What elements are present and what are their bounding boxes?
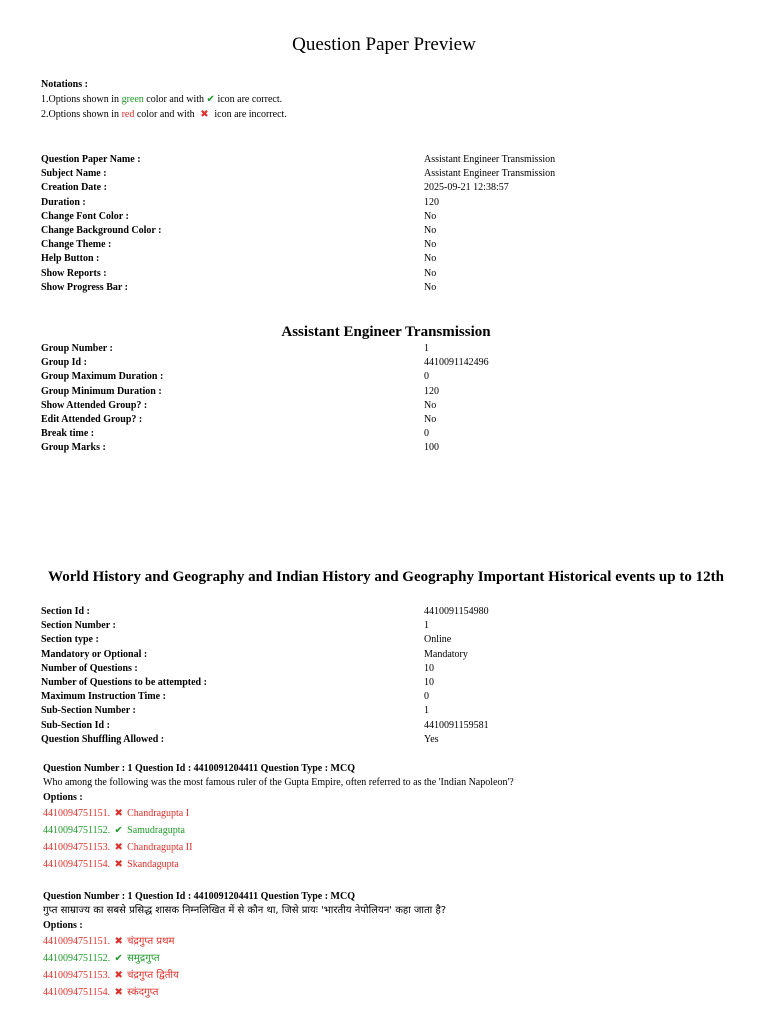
notation-correct-prefix: 1.Options shown in xyxy=(41,94,122,105)
info-key: Change Font Color : xyxy=(41,210,129,222)
option-text: स्कंदगुप्त xyxy=(127,987,159,998)
question-header: Question Number : 1 Question Id : 4410091204411 Question Type : MCQ xyxy=(43,891,355,902)
info-row xyxy=(41,210,731,224)
question-block xyxy=(43,890,733,1001)
info-value: 10 xyxy=(424,662,434,674)
cross-icon: ✖ xyxy=(197,109,212,120)
check-icon: ✔ xyxy=(114,953,123,964)
info-key: Help Button : xyxy=(41,253,100,265)
info-value: 4410091154980 xyxy=(424,606,489,617)
option-text: Chandragupta I xyxy=(127,808,190,819)
info-value: 10 xyxy=(424,677,434,689)
notation-correct xyxy=(41,92,287,107)
info-row xyxy=(41,181,731,195)
info-key: Change Background Color : xyxy=(41,225,162,237)
option-text: Chandragupta II xyxy=(127,842,193,853)
info-row xyxy=(41,441,731,455)
info-value: 0 xyxy=(424,428,429,440)
info-row xyxy=(41,399,731,413)
option-incorrect xyxy=(43,967,733,984)
info-value: No xyxy=(424,225,437,237)
info-value: 1 xyxy=(424,620,429,632)
cross-icon: ✖ xyxy=(114,859,123,870)
info-value: 2025-09-21 12:38:57 xyxy=(424,182,509,194)
info-key: Group Id : xyxy=(41,357,87,369)
check-icon: ✔ xyxy=(114,825,123,836)
info-value: 120 xyxy=(424,196,439,208)
info-value: 1 xyxy=(424,343,429,354)
page-title: Question Paper Preview xyxy=(292,34,476,55)
info-row xyxy=(41,385,731,399)
info-key: Sub-Section Number : xyxy=(41,705,136,717)
info-key: Number of Questions to be attempted : xyxy=(41,677,207,689)
info-value: No xyxy=(424,281,437,293)
info-row xyxy=(41,605,731,619)
option-id: 4410094751154. xyxy=(43,859,111,870)
info-key: Mandatory or Optional : xyxy=(41,648,148,660)
info-key: Section type : xyxy=(41,634,99,646)
info-row xyxy=(41,252,731,266)
info-row xyxy=(41,153,731,167)
info-row xyxy=(41,281,731,295)
question-header: Question Number : 1 Question Id : 4410091204411 Question Type : MCQ xyxy=(43,763,355,774)
option-incorrect xyxy=(43,805,733,822)
question-text: गुप्त साम्राज्य का सबसे प्रसिद्ध शासक निम्नलिखित में से कौन था, जिसे प्रायः 'भारतीय नेपोलियन' कहा जाता है? xyxy=(43,905,447,916)
cross-icon: ✖ xyxy=(114,842,123,853)
option-incorrect xyxy=(43,984,733,1001)
option-id: 4410094751151. xyxy=(43,936,111,947)
option-text: चंद्रगुप्त प्रथम xyxy=(127,936,175,947)
info-row xyxy=(41,676,731,690)
info-value: No xyxy=(424,414,437,426)
section-info-table xyxy=(41,605,731,747)
info-value: Online xyxy=(424,634,452,646)
cross-icon: ✖ xyxy=(114,987,123,998)
options-label: Options : xyxy=(43,920,83,931)
info-key: Section Id : xyxy=(41,606,90,617)
info-value: No xyxy=(424,253,437,265)
info-key: Break time : xyxy=(41,428,95,440)
option-incorrect xyxy=(43,933,733,950)
cross-icon: ✖ xyxy=(114,808,123,819)
options-label: Options : xyxy=(43,792,83,803)
info-value: 120 xyxy=(424,385,439,397)
question-block xyxy=(43,762,733,873)
option-correct xyxy=(43,822,733,839)
info-value: Yes xyxy=(424,733,439,745)
notation-red-word: red xyxy=(121,109,135,120)
info-row xyxy=(41,356,731,370)
info-key: Sub-Section Id : xyxy=(41,719,110,731)
info-value: Mandatory xyxy=(424,648,468,660)
notation-green-word: green xyxy=(121,94,144,105)
option-id: 4410094751154. xyxy=(43,987,111,998)
info-key: Edit Attended Group? : xyxy=(41,414,143,426)
info-key: Section Number : xyxy=(41,620,116,632)
option-id: 4410094751152. xyxy=(43,825,111,836)
option-text: समुद्रगुप्त xyxy=(127,953,160,964)
option-id: 4410094751153. xyxy=(43,842,111,853)
notation-incorrect-mid: color and with xyxy=(134,109,198,120)
info-row xyxy=(41,224,731,238)
notation-incorrect xyxy=(41,107,287,122)
info-value: No xyxy=(424,210,437,222)
cross-icon: ✖ xyxy=(114,936,123,947)
option-id: 4410094751151. xyxy=(43,808,111,819)
info-value: No xyxy=(424,239,437,251)
cross-icon: ✖ xyxy=(114,970,123,981)
notation-incorrect-prefix: 2.Options shown in xyxy=(41,109,122,120)
info-value: 0 xyxy=(424,371,429,383)
info-value: Assistant Engineer Transmission xyxy=(424,154,556,165)
info-value: 100 xyxy=(424,442,439,454)
option-incorrect xyxy=(43,839,733,856)
option-text: Skandagupta xyxy=(127,859,179,870)
info-row xyxy=(41,427,731,441)
info-row xyxy=(41,733,731,747)
notation-incorrect-suffix: icon are incorrect. xyxy=(211,109,287,120)
info-key: Subject Name : xyxy=(41,168,107,180)
info-row xyxy=(41,704,731,718)
info-key: Duration : xyxy=(41,196,86,208)
info-key: Question Shuffling Allowed : xyxy=(41,733,165,745)
option-text: Samudragupta xyxy=(127,825,185,836)
group-title: Assistant Engineer Transmission xyxy=(281,324,491,340)
info-row xyxy=(41,648,731,662)
info-key: Group Marks : xyxy=(41,442,106,454)
info-row xyxy=(41,719,731,733)
info-value: 4410091159581 xyxy=(424,719,489,731)
info-row xyxy=(41,238,731,252)
option-incorrect xyxy=(43,856,733,873)
option-correct xyxy=(43,950,733,967)
info-value: No xyxy=(424,399,437,411)
info-key: Question Paper Name : xyxy=(41,154,141,165)
info-key: Maximum Instruction Time : xyxy=(41,691,166,703)
info-key: Show Progress Bar : xyxy=(41,281,128,293)
info-value: 4410091142496 xyxy=(424,357,489,369)
info-row xyxy=(41,267,731,281)
notation-correct-mid: color and with xyxy=(143,94,207,105)
info-key: Show Reports : xyxy=(41,267,107,279)
group-info-table xyxy=(41,342,731,456)
info-row xyxy=(41,690,731,704)
info-row xyxy=(41,370,731,384)
info-key: Number of Questions : xyxy=(41,662,138,674)
info-row xyxy=(41,633,731,647)
info-key: Group Minimum Duration : xyxy=(41,385,162,397)
info-value: No xyxy=(424,267,437,279)
info-row xyxy=(41,167,731,181)
info-row xyxy=(41,413,731,427)
section-title: World History and Geography and Indian History and Geography Important Historical events up to 12th xyxy=(48,569,724,585)
option-text: चंद्रगुप्त द्वितीय xyxy=(127,970,179,981)
info-row xyxy=(41,342,731,356)
info-row xyxy=(41,196,731,210)
info-value: 0 xyxy=(424,691,429,703)
paper-info-table xyxy=(41,153,731,295)
check-icon: ✔ xyxy=(206,94,215,105)
info-row xyxy=(41,619,731,633)
option-id: 4410094751152. xyxy=(43,953,111,964)
notations-heading: Notations : xyxy=(41,79,88,90)
info-key: Creation Date : xyxy=(41,182,107,194)
notation-correct-suffix: icon are correct. xyxy=(214,94,283,105)
option-id: 4410094751153. xyxy=(43,970,111,981)
info-value: 1 xyxy=(424,705,429,717)
info-key: Show Attended Group? : xyxy=(41,399,148,411)
info-key: Group Maximum Duration : xyxy=(41,371,164,383)
info-value: Assistant Engineer Transmission xyxy=(424,168,556,180)
info-key: Group Number : xyxy=(41,343,113,354)
info-row xyxy=(41,662,731,676)
info-key: Change Theme : xyxy=(41,239,112,251)
notations xyxy=(41,77,287,122)
question-text: Who among the following was the most famous ruler of the Gupta Empire, often referred to as the 'Indian Napoleon'? xyxy=(43,777,514,788)
